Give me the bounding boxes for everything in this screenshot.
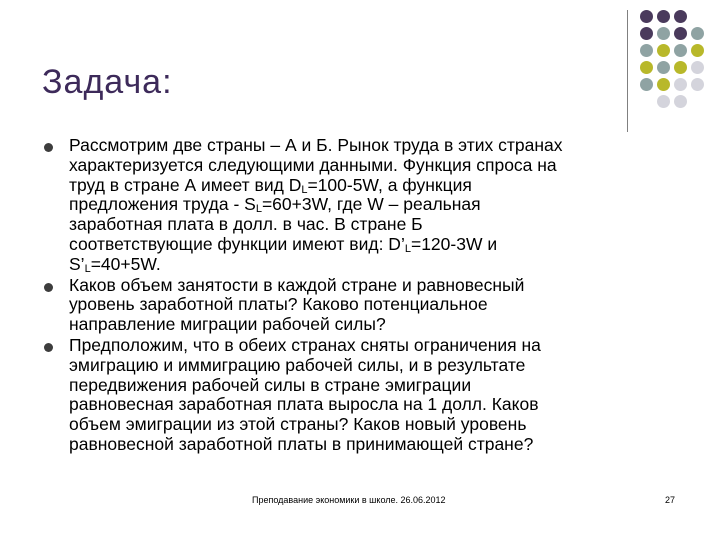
text-segment: =100-5W, а функция предложения труда - S bbox=[69, 174, 472, 215]
decorative-dot bbox=[674, 27, 687, 40]
decorative-dot bbox=[674, 78, 687, 91]
subscript: L bbox=[301, 183, 308, 196]
decorative-dot bbox=[657, 27, 670, 40]
text-segment: Рассмотрим две страны – А и Б. Рынок труда в этих странах характеризуется следующими данными. Функция спроса на труд в стране А имеет вид D bbox=[69, 135, 563, 195]
decorative-dot bbox=[674, 44, 687, 57]
bullet-text bbox=[69, 276, 644, 335]
bullet-item bbox=[44, 276, 644, 335]
decorative-dot bbox=[691, 61, 704, 74]
decorative-dot bbox=[640, 61, 653, 74]
slide-title: Задача: bbox=[42, 63, 173, 101]
decorative-dot bbox=[691, 27, 704, 40]
subscript: L bbox=[84, 262, 91, 275]
decorative-dot bbox=[640, 78, 653, 91]
decorative-dot bbox=[691, 44, 704, 57]
bullet-list bbox=[44, 136, 644, 456]
text-segment: =120-3W и S’ bbox=[69, 233, 498, 274]
bullet-item bbox=[44, 336, 644, 455]
text-segment: Каков объем занятости в каждой стране и равновесный уровень заработной платы? Каково потенциальное направление миграции рабочей силы? bbox=[69, 274, 525, 335]
decorative-dot bbox=[640, 10, 653, 23]
decorative-dot bbox=[640, 44, 653, 57]
bullet-dot-icon bbox=[44, 143, 53, 152]
decorative-dot bbox=[674, 95, 687, 108]
text-segment: =60+3W, где W – реальная заработная плата в долл. в час. В стране Б соответствующие функции имеют вид: D’ bbox=[69, 194, 481, 254]
text-segment: Предположим, что в обеих странах сняты ограничения на эмиграцию и иммиграцию рабочей силы, и в результате передвижения рабочей силы в стране эмиграции равновесная заработная плата выросла на 1 долл. Каков объем эмиграции из этой страны? Каков новый уровень равновесной заработной платы в принимающей стране? bbox=[69, 334, 541, 454]
decorative-dot bbox=[657, 78, 670, 91]
decorative-dot bbox=[657, 44, 670, 57]
decorative-dot bbox=[674, 10, 687, 23]
divider-line bbox=[627, 10, 628, 132]
decorative-dot bbox=[674, 61, 687, 74]
bullet-item bbox=[44, 136, 644, 275]
decorative-dot bbox=[640, 27, 653, 40]
footer-text: Преподавание экономики в школе. 26.06.2012 bbox=[252, 495, 446, 505]
decorative-dot bbox=[691, 78, 704, 91]
bullet-text bbox=[69, 136, 644, 275]
decorative-dot bbox=[657, 95, 670, 108]
text-segment: =40+5W. bbox=[90, 253, 161, 274]
page-number: 27 bbox=[665, 495, 676, 505]
subscript: L bbox=[404, 242, 411, 255]
subscript: L bbox=[255, 203, 262, 216]
decorative-dot-grid bbox=[640, 10, 707, 111]
decorative-dot bbox=[657, 10, 670, 23]
bullet-dot-icon bbox=[44, 283, 53, 292]
decorative-dot bbox=[657, 61, 670, 74]
bullet-text bbox=[69, 336, 644, 455]
bullet-dot-icon bbox=[44, 343, 53, 352]
